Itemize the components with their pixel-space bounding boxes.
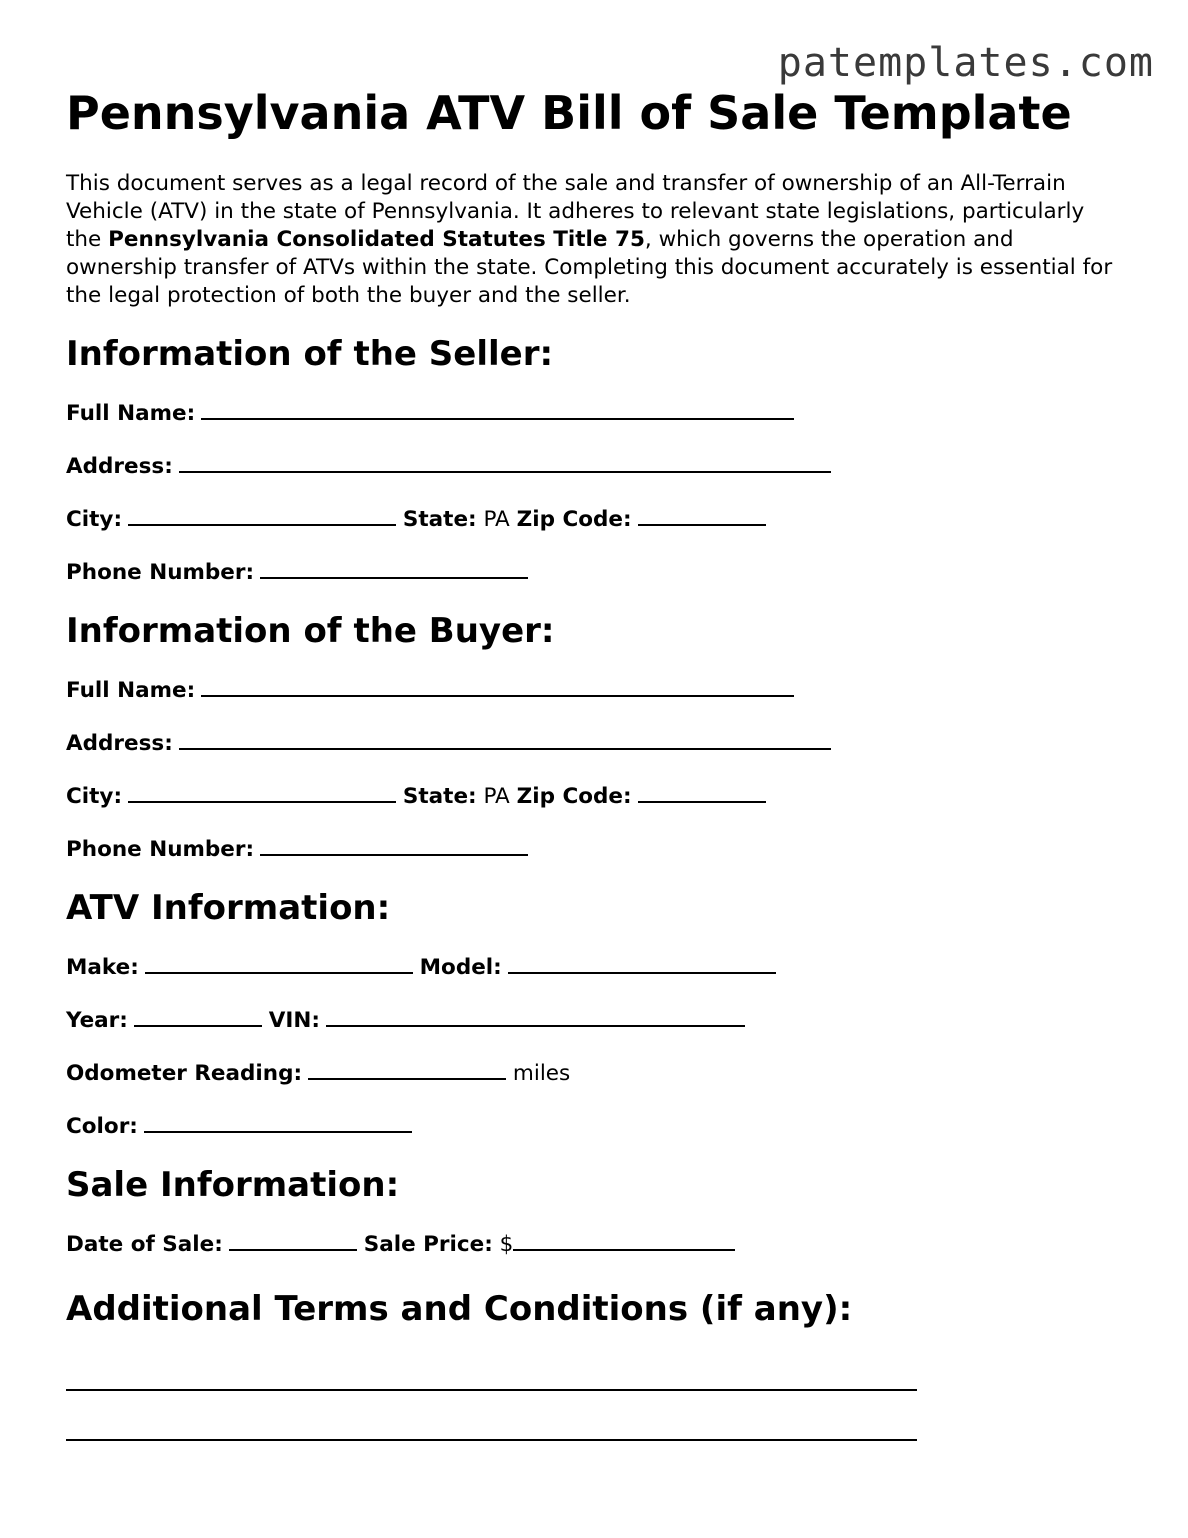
atv-odometer-row (66, 1058, 1126, 1088)
buyer-address-field[interactable] (179, 728, 831, 750)
buyer-heading: Information of the Buyer: (66, 611, 555, 651)
seller-state-value: PA (483, 507, 510, 532)
buyer-city-row (66, 781, 1126, 811)
atv-model-label: Model: (419, 955, 502, 980)
buyer-zip-label: Zip Code: (516, 784, 632, 809)
sale-price-field[interactable] (513, 1229, 735, 1251)
buyer-zip-field[interactable] (638, 781, 766, 803)
atv-year-field[interactable] (134, 1005, 262, 1027)
intro-text-1: This document serves as a legal record of the sale and transfer of ownership of an All-Terrain Vehicle (ATV) in the state of Pennsylvania. It adheres to relevant state legislations, particularly the (66, 171, 1085, 252)
seller-full-name-label: Full Name: (66, 401, 196, 426)
atv-color-label: Color: (66, 1114, 138, 1139)
atv-vin-field[interactable] (326, 1005, 745, 1027)
atv-odometer-field[interactable] (308, 1058, 506, 1080)
buyer-full-name-field[interactable] (201, 675, 794, 697)
atv-year-label: Year: (66, 1008, 128, 1033)
buyer-full-name-row (66, 675, 1126, 705)
document-page (66, 84, 1126, 1441)
seller-phone-row (66, 557, 1126, 587)
atv-heading: ATV Information: (66, 888, 391, 928)
seller-full-name-row (66, 398, 1126, 428)
statute-reference: Pennsylvania Consolidated Statutes Title 75 (108, 227, 645, 252)
seller-address-label: Address: (66, 454, 173, 479)
buyer-city-field[interactable] (128, 781, 396, 803)
seller-city-field[interactable] (128, 504, 396, 526)
sale-heading: Sale Information: (66, 1165, 400, 1205)
buyer-phone-field[interactable] (260, 834, 528, 856)
seller-full-name-field[interactable] (201, 398, 794, 420)
page-title: Pennsylvania ATV Bill of Sale Template (66, 86, 1072, 140)
terms-heading: Additional Terms and Conditions (if any): (66, 1289, 853, 1329)
buyer-city-label: City: (66, 784, 123, 809)
atv-make-label: Make: (66, 955, 139, 980)
seller-zip-label: Zip Code: (516, 507, 632, 532)
buyer-phone-row (66, 834, 1126, 864)
watermark: patemplates.com (777, 40, 1154, 86)
atv-model-field[interactable] (508, 952, 776, 974)
sale-row (66, 1229, 1126, 1259)
sale-date-label: Date of Sale: (66, 1232, 223, 1257)
intro-paragraph (66, 170, 1126, 310)
sale-currency-symbol: $ (499, 1232, 514, 1257)
terms-line-1[interactable] (66, 1389, 917, 1391)
seller-zip-field[interactable] (638, 504, 766, 526)
buyer-full-name-label: Full Name: (66, 678, 196, 703)
atv-odometer-unit: miles (512, 1061, 571, 1086)
seller-address-field[interactable] (179, 451, 831, 473)
atv-odometer-label: Odometer Reading: (66, 1061, 303, 1086)
buyer-address-row (66, 728, 1126, 758)
seller-city-row (66, 504, 1126, 534)
atv-year-vin-row (66, 1005, 1126, 1035)
atv-make-field[interactable] (145, 952, 413, 974)
seller-heading: Information of the Seller: (66, 334, 554, 374)
atv-make-model-row (66, 952, 1126, 982)
buyer-address-label: Address: (66, 731, 173, 756)
atv-color-row (66, 1111, 1126, 1141)
terms-line-2[interactable] (66, 1439, 917, 1441)
seller-address-row (66, 451, 1126, 481)
sale-price-label: Sale Price: (363, 1232, 493, 1257)
sale-date-field[interactable] (229, 1229, 357, 1251)
seller-phone-field[interactable] (260, 557, 528, 579)
seller-state-label: State: (402, 507, 477, 532)
buyer-phone-label: Phone Number: (66, 837, 255, 862)
seller-city-label: City: (66, 507, 123, 532)
intro-text-2: , which governs the operation and ownership transfer of ATVs within the state. Completing this document accurately is essential for the legal protection of both the buyer and the seller. (66, 227, 1113, 308)
atv-color-field[interactable] (144, 1111, 412, 1133)
seller-phone-label: Phone Number: (66, 560, 255, 585)
buyer-state-value: PA (483, 784, 510, 809)
buyer-state-label: State: (402, 784, 477, 809)
atv-vin-label: VIN: (268, 1008, 320, 1033)
